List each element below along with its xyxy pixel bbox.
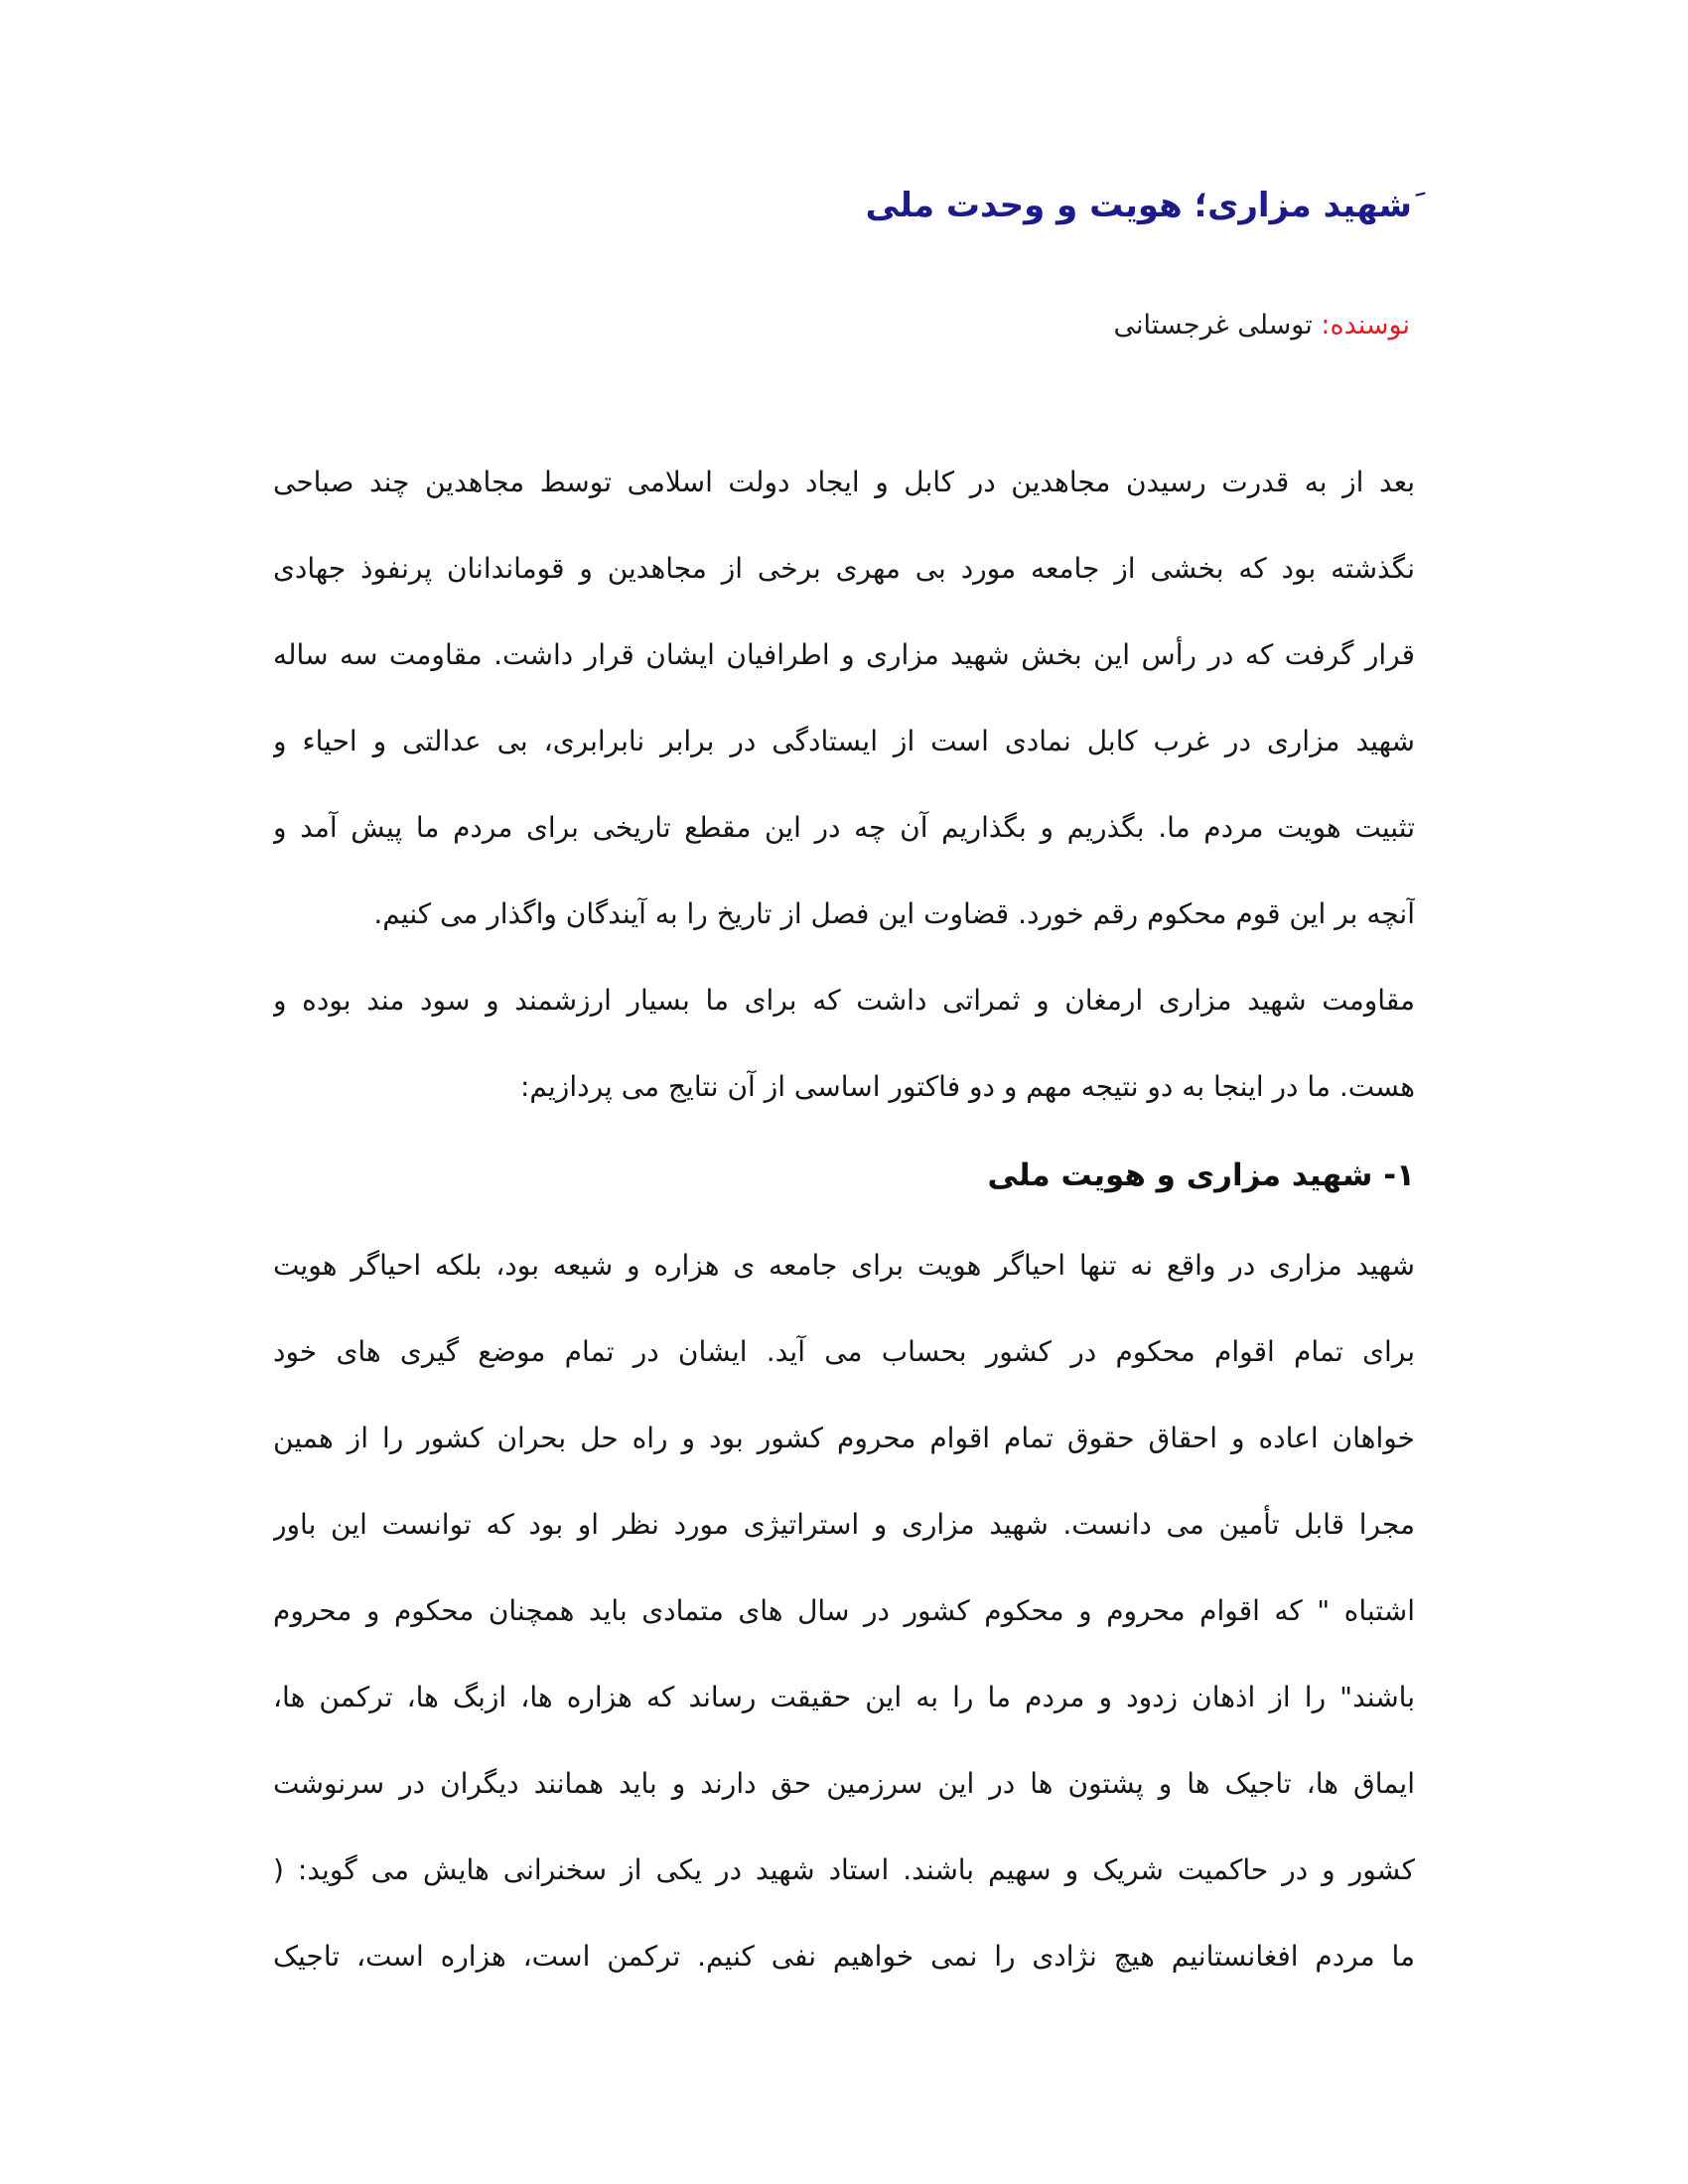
body-line: هست. ما در اینجا به دو نتیجه مهم و دو فاکتور اساسی از آن نتایج می پردازیم: bbox=[519, 1070, 1415, 1103]
document-body bbox=[273, 439, 1415, 1999]
body-line: قرار گرفت که در رأس این بخش شهید مزاری و اطرافیان ایشان قرار داشت. مقاومت سه ساله bbox=[273, 638, 1415, 671]
body-line: شهید مزاری در واقع نه تنها احیاگر هویت برای جامعه ی هزاره و شیعه بود، بلکه احیاگر هویت bbox=[273, 1249, 1415, 1282]
body-line: ایماق ها، تاجیک ها و پشتون ها در این سرزمین حق دارند و باید همانند دیگران در سرنوشت bbox=[273, 1767, 1415, 1800]
body-line: کشور و در حاکمیت شریک و سهیم باشند. استاد شهید در یکی از سخنرانی هایش می گوید: ( bbox=[273, 1853, 1415, 1886]
author-label: نوسنده: bbox=[1321, 310, 1410, 341]
body-line: برای تمام اقوام محکوم در کشور بحساب می آید. ایشان در تمام موضع گیری های خود bbox=[273, 1335, 1415, 1368]
author-name: توسلی غرجستانی bbox=[1113, 310, 1322, 341]
body-line: نگذشته بود که بخشی از جامعه مورد بی مهری برخی از مجاهدین و قوماندانان پرنفوذ جهادی bbox=[273, 552, 1415, 585]
body-line: ما مردم افغانستانیم هیچ نژادی را نمی خواهیم نفی کنیم. ترکمن است، هزاره است، تاجیک bbox=[273, 1940, 1415, 1973]
byline bbox=[273, 296, 1410, 355]
body-line: خواهان اعاده و احقاق حقوق تمام اقوام محروم کشور بود و راه حل بحران کشور را از همین bbox=[273, 1422, 1415, 1454]
body-line: مقاومت شهید مزاری ارمغان و ثمراتی داشت که برای ما بسیار ارزشمند و سود مند بوده و bbox=[273, 984, 1415, 1017]
document-title: َشهید مزاری؛ هویت و وحدت ملی bbox=[865, 186, 1412, 225]
body-line: آنچه بر این قوم محکوم رقم خورد. قضاوت این فصل از تاریخ را به آیندگان واگذار می کنیم. bbox=[373, 897, 1415, 930]
body-line: مجرا قابل تأمین می دانست. شهید مزاری و استراتیژی مورد نظر او بود که توانست این باور bbox=[273, 1508, 1415, 1541]
body-line: شهید مزاری در غرب کابل نمادی است از ایستادگی در برابر نابرابری، بی عدالتی و احیاء و bbox=[273, 725, 1415, 757]
body-line: اشتباه " که اقوام محروم و محکوم کشور در سال های متمادی باید همچنان محکوم و محروم bbox=[273, 1594, 1415, 1627]
section-heading: ۱- شهید مزاری و هویت ملی bbox=[987, 1158, 1415, 1193]
body-line: بعد از به قدرت رسیدن مجاهدین در کابل و ایجاد دولت اسلامی توسط مجاهدین چند صباحی bbox=[273, 466, 1415, 498]
body-line: تثبیت هویت مردم ما. بگذریم و بگذاریم آن چه در این مقطع تاریخی برای مردم ما پیش آمد و bbox=[273, 811, 1415, 844]
body-line: باشند" را از اذهان زدود و مردم ما را به این حقیقت رساند که هزاره ها، ازبگ ها، ترکمن ها، bbox=[273, 1681, 1415, 1713]
